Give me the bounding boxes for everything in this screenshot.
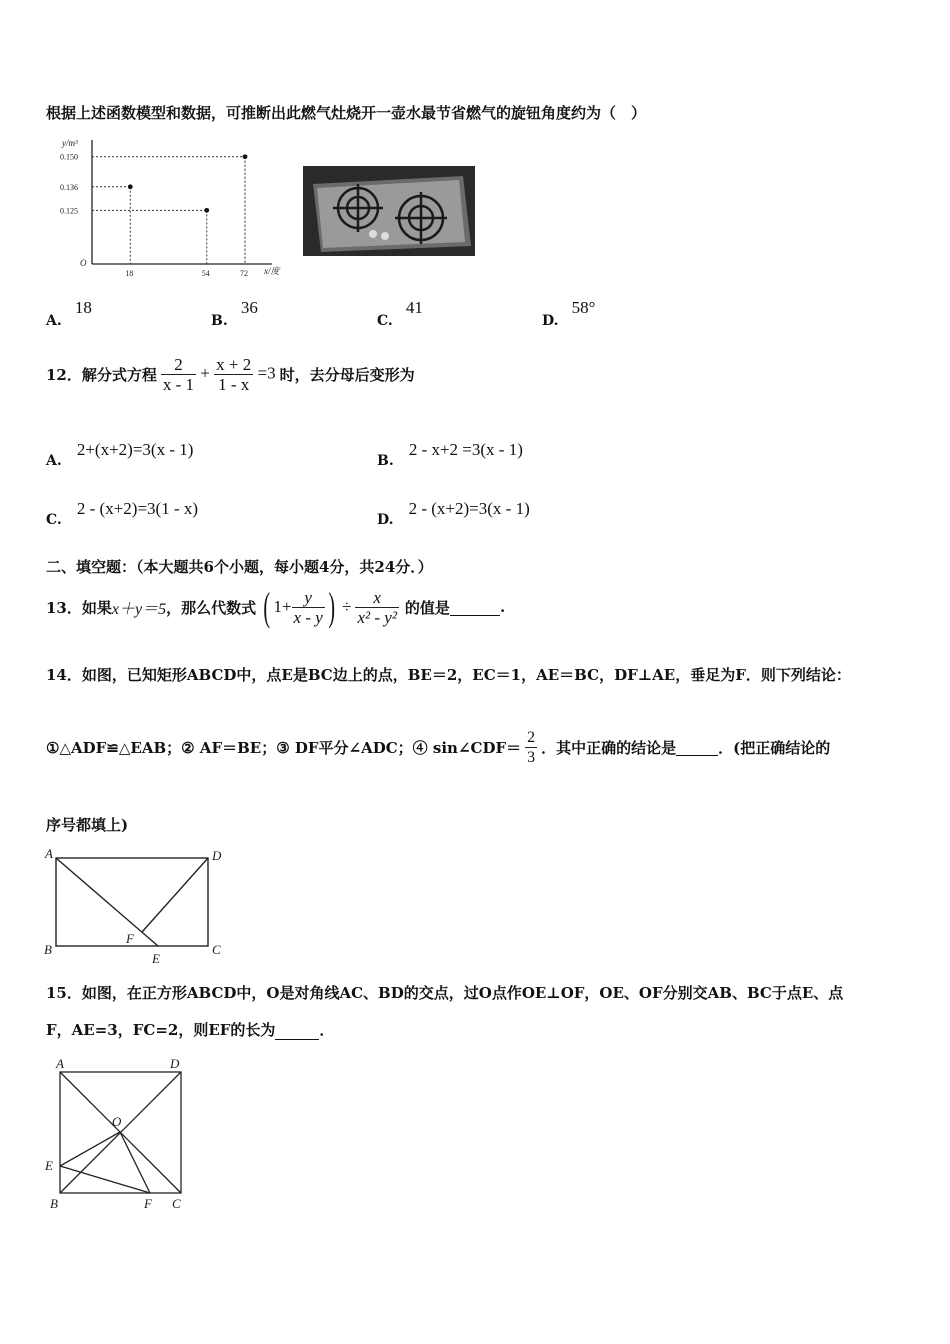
q14-answer-blank[interactable] [676,739,718,756]
data-point [128,184,133,189]
segment-df [142,858,208,932]
label-a: A [56,1056,64,1071]
y-axis-label: y/m³ [62,138,78,148]
x-axis-label: x/度 [264,266,280,276]
q15-answer-blank[interactable] [275,1023,319,1040]
segment-of [120,1132,150,1193]
label-e: E [45,1158,53,1173]
square-abcd-figure [42,1054,192,1216]
q12-option-a[interactable]: A. 2+(x+2)=3(x - 1) [46,440,194,469]
label-d: D [212,848,222,863]
q12-option-d[interactable]: D. 2 - (x+2)=3(x - 1) [377,499,530,528]
q15-line2: F，AE=3，FC=2，则EF的长为 ． [46,1021,335,1039]
label-o: O [112,1114,122,1129]
x-tick-label: 72 [240,269,248,278]
label-b: B [44,942,52,957]
label-a: A [45,846,53,861]
segment-oe [60,1132,120,1166]
segment-ae [56,858,158,946]
q14-line1: 14．如图，已知矩形ABCD中，点E是BC边上的点，BE＝2，EC＝1，AE＝BC，DF⊥AE，垂足为F．则下列结论： [46,666,851,684]
q14-line2: ①△ADF≌△EAB；② AF＝BE；③ DF平分∠ADC；④ sin∠CDF＝ $\frac{2}{3}$ ．其中正确的结论是 ．(把正确结论的 [46,728,831,766]
y-tick-label: 0.150 [60,152,78,162]
label-c: C [172,1196,181,1211]
q11-option-b[interactable]: B. 36 [211,298,258,329]
q13-expression: ( 1+ $\frac{y}{x - y}$ ) ÷ $\frac{x}{\text{x² - y²}}$ [263,584,397,629]
q11-stem: 根据上述函数模型和数据，可推断出此燃气灶烧开一壶水最节省燃气的旋钮角度约为（ ） [46,104,647,122]
q14-fraction: $\frac{2}{3}$ [527,728,536,766]
origin-label: O [80,258,87,268]
label-d: D [170,1056,180,1071]
q14-line3: 序号都填上) [46,816,129,834]
label-c: C [212,942,221,957]
label-b: B [50,1196,58,1211]
y-tick-label: 0.125 [60,206,78,216]
q11-option-d[interactable]: D. 58° [542,298,596,329]
y-tick-label: 0.136 [60,182,78,192]
section-title: 二、填空题：（本大题共6个小题，每小题4分，共24分．） [46,558,433,576]
data-point [204,208,209,213]
label-e: E [152,951,160,966]
q13-stem: 13．如果 x＋y＝5 ，那么代数式 ( 1+ $\frac{y}{x - y}$ ) ÷ $\frac{x}{\text{x² - y²}}$ 的值是 . [46,584,506,629]
q12-option-b[interactable]: B. 2 - x+2 =3(x - 1) [377,440,523,469]
gas-stove-image [303,166,475,256]
q12-option-c[interactable]: C. 2 - (x+2)=3(1 - x) [46,499,199,528]
q11-option-a[interactable]: A. 18 [46,298,92,329]
q15-line1: 15．如图，在正方形ABCD中，O是对角线AC、BD的交点，过O点作OE⊥OF，OE、OF分别交AB、BC于点E、点 [46,984,844,1002]
gas-usage-chart [46,134,286,279]
label-f: F [126,931,134,946]
q13-answer-blank[interactable] [450,599,500,616]
x-tick-label: 18 [125,269,134,278]
q12-equation: $\frac{2}{x - 1}$ + $\frac{x + 2}{1 - x}$ =3 [162,354,276,394]
label-f: F [144,1196,152,1211]
q12-stem: 12．解分式方程 $\frac{2}{x - 1}$ + $\frac{x + 2}{1 - x}$ =3 时，去分母后变形为 [46,354,415,394]
x-tick-label: 54 [201,269,210,278]
rectangle-abcd-figure [42,844,237,968]
data-point [243,154,248,159]
q11-option-c[interactable]: C. 41 [377,298,423,329]
